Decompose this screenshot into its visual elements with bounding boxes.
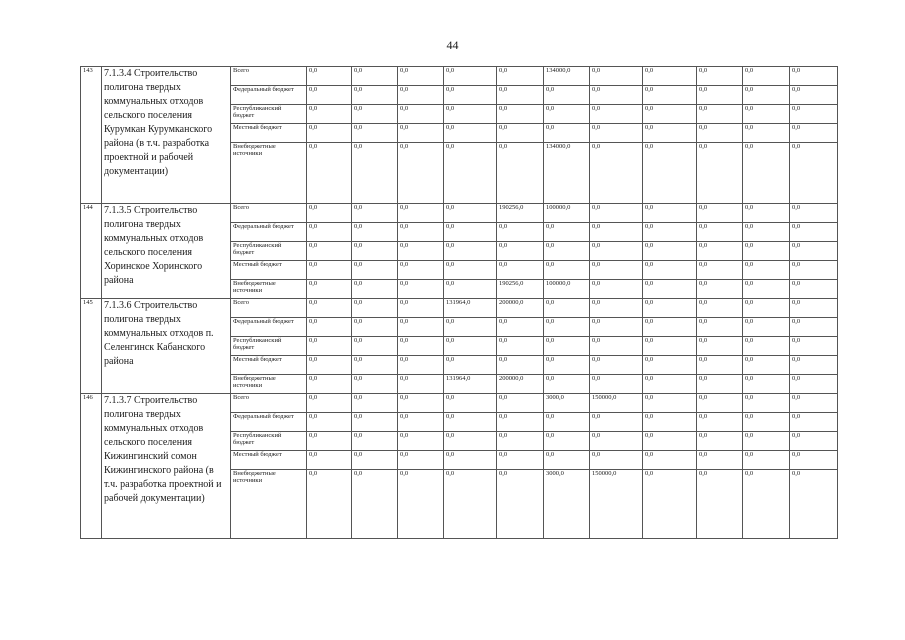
- value-cell: 0,0: [743, 280, 790, 299]
- value-cell: 0,0: [697, 394, 743, 413]
- funding-source: Федеральный бюджет: [231, 318, 307, 337]
- value-cell: 0,0: [544, 223, 590, 242]
- value-cell: 150000,0: [590, 470, 643, 539]
- value-cell: 0,0: [643, 124, 697, 143]
- value-cell: 0,0: [590, 299, 643, 318]
- value-cell: 0,0: [697, 375, 743, 394]
- value-cell: 0,0: [643, 143, 697, 204]
- value-cell: 0,0: [307, 242, 352, 261]
- value-cell: 0,0: [398, 261, 444, 280]
- value-cell: 0,0: [352, 356, 398, 375]
- value-cell: 0,0: [497, 394, 544, 413]
- value-cell: 0,0: [790, 413, 838, 432]
- value-cell: 0,0: [444, 470, 497, 539]
- funding-source: Республиканский бюджет: [231, 105, 307, 124]
- project-title: 7.1.3.7 Строительство полигона твердых коммунальных отходов сельского поселения Кижингинский сомон Кижингинского района (в т.ч. разработка проектной и рабочей документации): [102, 394, 231, 539]
- table-row: [81, 299, 838, 318]
- value-cell: 0,0: [790, 261, 838, 280]
- value-cell: 0,0: [643, 375, 697, 394]
- value-cell: 0,0: [790, 356, 838, 375]
- value-cell: 0,0: [697, 280, 743, 299]
- project-title: 7.1.3.6 Строительство полигона твердых коммунальных отходов п. Селенгинск Кабанского района: [102, 299, 231, 394]
- table-row: [81, 394, 838, 413]
- value-cell: 0,0: [398, 280, 444, 299]
- value-cell: 0,0: [790, 337, 838, 356]
- value-cell: 0,0: [444, 204, 497, 223]
- value-cell: 0,0: [697, 451, 743, 470]
- value-cell: 0,0: [790, 124, 838, 143]
- value-cell: 131964,0: [444, 299, 497, 318]
- table-body: [81, 67, 838, 539]
- value-cell: 200000,0: [497, 299, 544, 318]
- value-cell: 0,0: [398, 204, 444, 223]
- value-cell: 0,0: [352, 375, 398, 394]
- value-cell: 0,0: [398, 413, 444, 432]
- project-title: 7.1.3.4 Строительство полигона твердых коммунальных отходов сельского поселения Курумкан Курумканского района (в т.ч. разработка проектной и рабочей документации): [102, 67, 231, 204]
- funding-source: Внебюджетные источники: [231, 143, 307, 204]
- value-cell: 0,0: [352, 394, 398, 413]
- value-cell: 0,0: [352, 67, 398, 86]
- value-cell: 0,0: [697, 337, 743, 356]
- value-cell: 0,0: [352, 242, 398, 261]
- funding-source: Всего: [231, 299, 307, 318]
- funding-source: Республиканский бюджет: [231, 337, 307, 356]
- value-cell: 0,0: [697, 470, 743, 539]
- funding-source: Всего: [231, 67, 307, 86]
- funding-source: Местный бюджет: [231, 356, 307, 375]
- value-cell: 0,0: [352, 432, 398, 451]
- funding-source: Местный бюджет: [231, 451, 307, 470]
- value-cell: 0,0: [697, 299, 743, 318]
- value-cell: 0,0: [590, 242, 643, 261]
- value-cell: 0,0: [743, 204, 790, 223]
- value-cell: 0,0: [444, 337, 497, 356]
- value-cell: 0,0: [544, 105, 590, 124]
- value-cell: 0,0: [307, 375, 352, 394]
- value-cell: 0,0: [444, 451, 497, 470]
- value-cell: 0,0: [590, 143, 643, 204]
- value-cell: 134000,0: [544, 143, 590, 204]
- funding-source: Федеральный бюджет: [231, 223, 307, 242]
- value-cell: 0,0: [307, 413, 352, 432]
- value-cell: 0,0: [743, 432, 790, 451]
- value-cell: 0,0: [352, 261, 398, 280]
- value-cell: 0,0: [590, 413, 643, 432]
- funding-source: Республиканский бюджет: [231, 242, 307, 261]
- value-cell: 0,0: [590, 86, 643, 105]
- value-cell: 0,0: [643, 204, 697, 223]
- value-cell: 0,0: [497, 223, 544, 242]
- value-cell: 0,0: [743, 261, 790, 280]
- funding-source: Внебюджетные источники: [231, 470, 307, 539]
- value-cell: 0,0: [790, 280, 838, 299]
- value-cell: 0,0: [697, 143, 743, 204]
- table-row: [81, 204, 838, 223]
- value-cell: 0,0: [697, 204, 743, 223]
- value-cell: 0,0: [697, 86, 743, 105]
- value-cell: 0,0: [697, 318, 743, 337]
- value-cell: 0,0: [444, 261, 497, 280]
- funding-source: Местный бюджет: [231, 124, 307, 143]
- value-cell: 0,0: [743, 143, 790, 204]
- row-number: 144: [81, 204, 102, 299]
- value-cell: 0,0: [352, 105, 398, 124]
- value-cell: 0,0: [307, 432, 352, 451]
- value-cell: 0,0: [307, 261, 352, 280]
- funding-source: Внебюджетные источники: [231, 375, 307, 394]
- value-cell: 0,0: [544, 451, 590, 470]
- value-cell: 0,0: [590, 280, 643, 299]
- value-cell: 0,0: [444, 356, 497, 375]
- value-cell: 0,0: [544, 318, 590, 337]
- page-number: 44: [446, 38, 459, 52]
- value-cell: 0,0: [352, 124, 398, 143]
- value-cell: 0,0: [790, 299, 838, 318]
- value-cell: 0,0: [590, 261, 643, 280]
- value-cell: 0,0: [307, 124, 352, 143]
- value-cell: 0,0: [497, 337, 544, 356]
- value-cell: 0,0: [697, 432, 743, 451]
- value-cell: 0,0: [697, 105, 743, 124]
- row-number: 145: [81, 299, 102, 394]
- value-cell: 0,0: [590, 432, 643, 451]
- value-cell: 0,0: [643, 356, 697, 375]
- value-cell: 150000,0: [590, 394, 643, 413]
- value-cell: 0,0: [544, 86, 590, 105]
- value-cell: 0,0: [398, 432, 444, 451]
- value-cell: 0,0: [790, 432, 838, 451]
- value-cell: 0,0: [697, 261, 743, 280]
- value-cell: 0,0: [398, 86, 444, 105]
- value-cell: 0,0: [398, 356, 444, 375]
- value-cell: 0,0: [307, 318, 352, 337]
- value-cell: 0,0: [307, 470, 352, 539]
- value-cell: 3000,0: [544, 394, 590, 413]
- value-cell: 0,0: [643, 280, 697, 299]
- value-cell: 0,0: [743, 105, 790, 124]
- value-cell: 3000,0: [544, 470, 590, 539]
- value-cell: 0,0: [307, 223, 352, 242]
- value-cell: 190256,0: [497, 280, 544, 299]
- value-cell: 0,0: [590, 124, 643, 143]
- value-cell: 0,0: [444, 86, 497, 105]
- value-cell: 0,0: [444, 394, 497, 413]
- value-cell: 100000,0: [544, 280, 590, 299]
- value-cell: 0,0: [743, 67, 790, 86]
- value-cell: 0,0: [352, 299, 398, 318]
- value-cell: 0,0: [497, 413, 544, 432]
- value-cell: 0,0: [590, 204, 643, 223]
- value-cell: 0,0: [307, 67, 352, 86]
- value-cell: 0,0: [790, 204, 838, 223]
- value-cell: 131964,0: [444, 375, 497, 394]
- funding-source: Внебюджетные источники: [231, 280, 307, 299]
- value-cell: 0,0: [790, 394, 838, 413]
- value-cell: 0,0: [398, 470, 444, 539]
- value-cell: 0,0: [743, 242, 790, 261]
- value-cell: 0,0: [544, 375, 590, 394]
- value-cell: 190256,0: [497, 204, 544, 223]
- value-cell: 0,0: [497, 86, 544, 105]
- value-cell: 0,0: [398, 299, 444, 318]
- value-cell: 0,0: [743, 86, 790, 105]
- value-cell: 0,0: [497, 356, 544, 375]
- funding-source: Федеральный бюджет: [231, 86, 307, 105]
- value-cell: 0,0: [497, 124, 544, 143]
- value-cell: 0,0: [790, 105, 838, 124]
- value-cell: 0,0: [444, 124, 497, 143]
- value-cell: 0,0: [743, 413, 790, 432]
- value-cell: 0,0: [352, 451, 398, 470]
- value-cell: 0,0: [590, 105, 643, 124]
- value-cell: 0,0: [590, 223, 643, 242]
- value-cell: 0,0: [352, 143, 398, 204]
- value-cell: 0,0: [643, 299, 697, 318]
- value-cell: 0,0: [743, 394, 790, 413]
- value-cell: 0,0: [790, 318, 838, 337]
- value-cell: 0,0: [398, 318, 444, 337]
- value-cell: 0,0: [743, 337, 790, 356]
- value-cell: 0,0: [352, 223, 398, 242]
- value-cell: 0,0: [643, 105, 697, 124]
- funding-source: Всего: [231, 204, 307, 223]
- value-cell: 0,0: [590, 356, 643, 375]
- value-cell: 0,0: [497, 105, 544, 124]
- value-cell: 0,0: [544, 413, 590, 432]
- value-cell: 0,0: [352, 337, 398, 356]
- value-cell: 0,0: [743, 318, 790, 337]
- value-cell: 0,0: [643, 394, 697, 413]
- value-cell: 0,0: [790, 67, 838, 86]
- value-cell: 0,0: [398, 375, 444, 394]
- value-cell: 0,0: [590, 451, 643, 470]
- value-cell: 0,0: [697, 356, 743, 375]
- value-cell: 0,0: [643, 261, 697, 280]
- value-cell: 0,0: [398, 223, 444, 242]
- value-cell: 0,0: [544, 261, 590, 280]
- value-cell: 0,0: [398, 124, 444, 143]
- value-cell: 0,0: [307, 337, 352, 356]
- value-cell: 0,0: [307, 86, 352, 105]
- value-cell: 0,0: [697, 124, 743, 143]
- value-cell: 0,0: [697, 413, 743, 432]
- value-cell: 0,0: [643, 451, 697, 470]
- value-cell: 0,0: [790, 223, 838, 242]
- value-cell: 0,0: [352, 86, 398, 105]
- value-cell: 0,0: [643, 242, 697, 261]
- value-cell: 0,0: [497, 261, 544, 280]
- value-cell: 0,0: [790, 375, 838, 394]
- value-cell: 0,0: [497, 242, 544, 261]
- row-number: 143: [81, 67, 102, 204]
- value-cell: 0,0: [352, 470, 398, 539]
- value-cell: 134000,0: [544, 67, 590, 86]
- value-cell: 0,0: [444, 280, 497, 299]
- table-row: [81, 67, 838, 86]
- value-cell: 0,0: [444, 318, 497, 337]
- value-cell: 0,0: [590, 375, 643, 394]
- value-cell: 0,0: [307, 105, 352, 124]
- funding-source: Федеральный бюджет: [231, 413, 307, 432]
- value-cell: 0,0: [352, 280, 398, 299]
- value-cell: 0,0: [352, 204, 398, 223]
- value-cell: 0,0: [444, 143, 497, 204]
- row-number: 146: [81, 394, 102, 539]
- project-title: 7.1.3.5 Строительство полигона твердых коммунальных отходов сельского поселения Хоринское Хоринского района: [102, 204, 231, 299]
- value-cell: 0,0: [444, 223, 497, 242]
- value-cell: 0,0: [590, 67, 643, 86]
- value-cell: 0,0: [697, 242, 743, 261]
- value-cell: 0,0: [544, 356, 590, 375]
- funding-source: Республиканский бюджет: [231, 432, 307, 451]
- value-cell: 0,0: [444, 242, 497, 261]
- value-cell: 0,0: [643, 470, 697, 539]
- value-cell: 0,0: [790, 143, 838, 204]
- value-cell: 0,0: [743, 451, 790, 470]
- value-cell: 0,0: [444, 105, 497, 124]
- value-cell: 0,0: [544, 124, 590, 143]
- value-cell: 0,0: [497, 470, 544, 539]
- value-cell: 0,0: [307, 143, 352, 204]
- value-cell: 0,0: [398, 105, 444, 124]
- value-cell: 0,0: [398, 337, 444, 356]
- value-cell: 0,0: [743, 356, 790, 375]
- value-cell: 0,0: [790, 451, 838, 470]
- value-cell: 0,0: [307, 394, 352, 413]
- funding-source: Всего: [231, 394, 307, 413]
- value-cell: 0,0: [643, 86, 697, 105]
- value-cell: 0,0: [790, 86, 838, 105]
- value-cell: 200000,0: [497, 375, 544, 394]
- value-cell: 0,0: [643, 318, 697, 337]
- value-cell: 0,0: [743, 470, 790, 539]
- value-cell: 0,0: [444, 67, 497, 86]
- value-cell: 0,0: [643, 223, 697, 242]
- value-cell: 0,0: [307, 451, 352, 470]
- value-cell: 0,0: [398, 67, 444, 86]
- value-cell: 0,0: [544, 299, 590, 318]
- value-cell: 0,0: [790, 242, 838, 261]
- value-cell: 0,0: [307, 299, 352, 318]
- value-cell: 0,0: [643, 337, 697, 356]
- value-cell: 0,0: [307, 204, 352, 223]
- value-cell: 0,0: [352, 413, 398, 432]
- value-cell: 0,0: [643, 67, 697, 86]
- value-cell: 0,0: [398, 143, 444, 204]
- value-cell: 0,0: [398, 451, 444, 470]
- value-cell: 0,0: [697, 67, 743, 86]
- value-cell: 0,0: [352, 318, 398, 337]
- value-cell: 0,0: [544, 337, 590, 356]
- value-cell: 0,0: [697, 223, 743, 242]
- value-cell: 0,0: [497, 432, 544, 451]
- value-cell: 0,0: [743, 299, 790, 318]
- value-cell: 0,0: [544, 432, 590, 451]
- value-cell: 0,0: [444, 413, 497, 432]
- value-cell: 0,0: [307, 280, 352, 299]
- value-cell: 0,0: [398, 242, 444, 261]
- value-cell: 0,0: [398, 394, 444, 413]
- value-cell: 0,0: [743, 375, 790, 394]
- value-cell: 0,0: [590, 337, 643, 356]
- value-cell: 0,0: [590, 318, 643, 337]
- value-cell: 0,0: [743, 223, 790, 242]
- value-cell: 0,0: [497, 451, 544, 470]
- funding-source: Местный бюджет: [231, 261, 307, 280]
- budget-table: [80, 66, 838, 539]
- value-cell: 0,0: [743, 124, 790, 143]
- value-cell: 100000,0: [544, 204, 590, 223]
- value-cell: 0,0: [643, 413, 697, 432]
- value-cell: 0,0: [497, 67, 544, 86]
- value-cell: 0,0: [307, 356, 352, 375]
- value-cell: 0,0: [497, 318, 544, 337]
- value-cell: 0,0: [444, 432, 497, 451]
- value-cell: 0,0: [790, 470, 838, 539]
- value-cell: 0,0: [544, 242, 590, 261]
- value-cell: 0,0: [497, 143, 544, 204]
- value-cell: 0,0: [643, 432, 697, 451]
